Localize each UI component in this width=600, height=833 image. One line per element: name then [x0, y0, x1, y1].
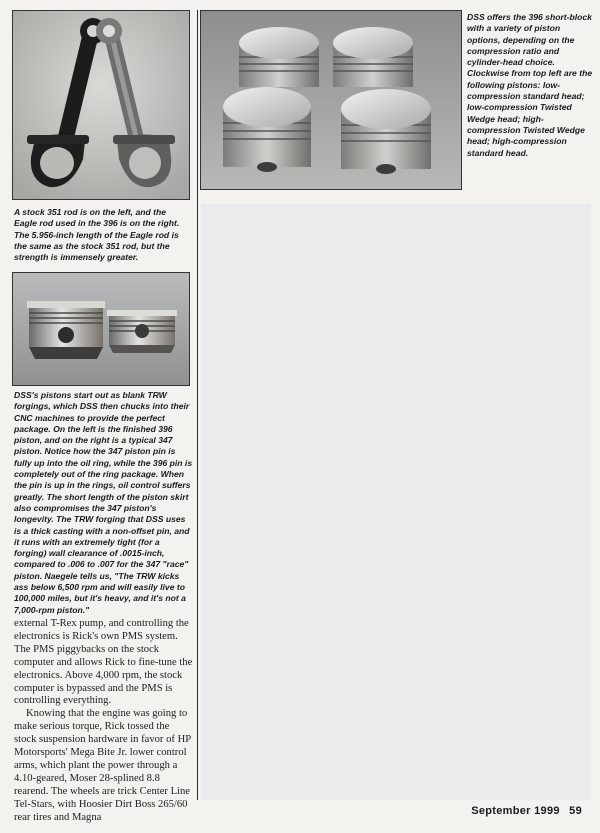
body-paragraph: Knowing that the engine was going to make serious torque, Rick tossed the stock suspension hardware in favor of HP Motorsports' Mega Bite Jr. lower control arms, which plant the power through a 4.10-geared, Moser 28-splined 8.8 rearend. The wheels are trick Center Line Tel-Stars, with Hoosier Dirt Boss 265/60 rear tires and Magna — [14, 708, 191, 823]
connecting-rods-photo — [12, 10, 190, 200]
four-pistons-photo — [200, 10, 462, 190]
article-body — [14, 618, 194, 825]
issue-date: September 1999 — [471, 805, 560, 817]
piston-top-right — [333, 27, 413, 87]
piston-comparison-caption: DSS's pistons start out as blank TRW forgings, which DSS then chucks into their CNC machines to provide the perfect package. On the left is the finished 396 piston, and on the right is a typical 347 piston. Notice how the 347 piston pin is fully up into the oil ring, while the 396 pin is completely out of the ring package. When the pin is up in the rings, oil control suffers greatly. The short length of the piston skirt also compromises the 347 piston's longevity. The TRW forging that DSS uses is a thick casting with a non-offset pin, and it runs with an extremely tight (for a forging) wall clearance of .0015-inch, compared to .006 to .007 for the 347 "race" piston. Naegele tells us, "The TRW kicks ass below 6,500 rpm and will easily live to 100,000 miles, but it's heavy, and it's not a 7,000-rpm piston." — [14, 390, 193, 615]
four-pistons-illustration — [201, 11, 461, 189]
page-folio — [471, 805, 582, 817]
piston-comparison-illustration — [13, 273, 189, 385]
rods-caption: A stock 351 rod is on the left, and the Eagle rod used in the 396 is on the right. The 5.956-inch length of the Eagle rod is the same as the stock 351 rod, but the strength is immensely greater. — [14, 207, 180, 263]
piston-options-caption: DSS offers the 396 short-block with a variety of piston options, depending on the compression ratio and cylinder-head choice. Clockwise from top left are the following pistons: low-compression standard head; low-compression Twisted Wedge head; high-compression Twisted Wedge head; high-compression standard head. — [467, 12, 593, 158]
piston-bottom-right — [341, 89, 431, 174]
connecting-rods-illustration — [13, 11, 189, 199]
page-number: 59 — [569, 805, 582, 817]
piston-bottom-left — [223, 87, 311, 172]
piston-347 — [107, 310, 177, 353]
column-rule — [197, 10, 198, 800]
body-paragraph: external T-Rex pump, and controlling the electronics is Rick's own PMS system. The PMS piggybacks on the stock computer and allows Rick to fine-tune the electronics. Above 4,000 rpm, the stock computer is bypassed and the PMS is controlling everything. — [14, 618, 193, 707]
piston-396 — [27, 301, 105, 359]
piston-top-left — [239, 27, 319, 87]
blank-content-area — [201, 204, 591, 800]
piston-comparison-photo — [12, 272, 190, 386]
